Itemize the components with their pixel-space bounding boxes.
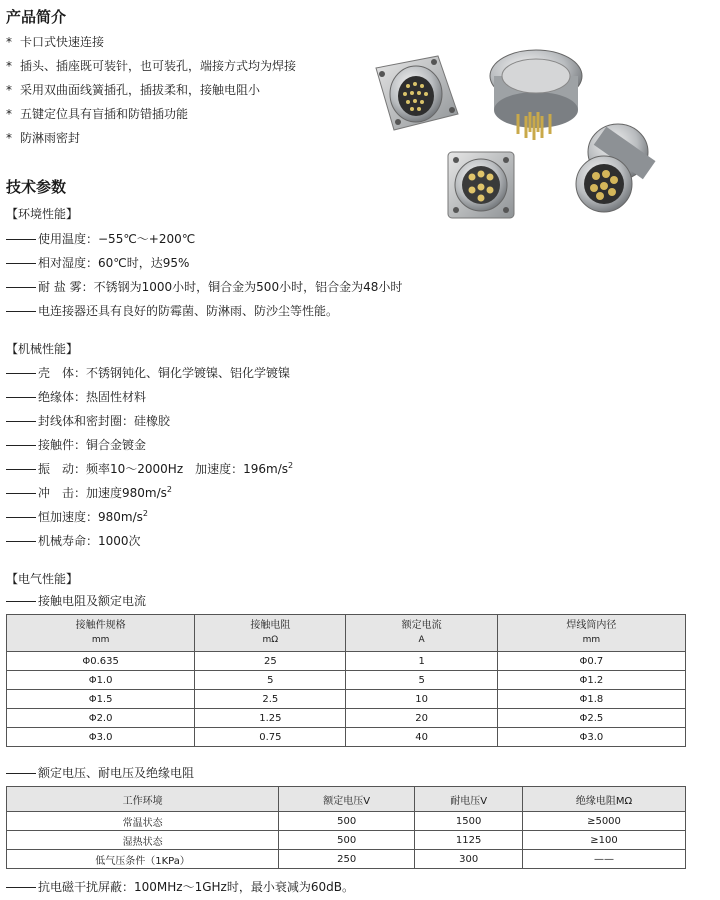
list-item: * 采用双曲面线簧插孔，插拔柔和，接触电阻小 (6, 83, 261, 97)
mech-item: 冲 击：加速度$980m/s^2$ (6, 484, 172, 501)
environment-heading: 【环境性能】 (6, 207, 79, 221)
square-flange-connector-icon (376, 56, 458, 130)
table-header: 额定电流 A (346, 615, 497, 652)
contact-resistance-table (6, 614, 686, 747)
list-item: * 插头、插座既可装针，也可装孔，端接方式均为焊接 (6, 59, 297, 73)
list-item: * 防淋雨密封 (6, 131, 81, 145)
square-small-connector-icon (448, 152, 514, 218)
electrical-heading: 【电气性能】 (6, 572, 79, 586)
table-header: 耐电压V (415, 787, 523, 812)
table-row: Φ0.635 25 1 Φ0.7 (7, 652, 686, 671)
mech-item: 封线体和密封圈：硅橡胶 (6, 412, 170, 429)
env-item: 相对湿度：60℃时，达95% (6, 254, 189, 271)
mechanical-heading: 【机械性能】 (6, 342, 79, 356)
electrical-sub1: 接触电阻及额定电流 (6, 592, 146, 609)
list-item: * 五键定位具有盲插和防错插功能 (6, 107, 189, 121)
electrical-sub2: 额定电压、耐电压及绝缘电阻 (6, 764, 194, 781)
table-header: 接触电阻 mΩ (195, 615, 346, 652)
env-item: 耐 盐 雾：不锈钢为1000小时，铜合金为500小时，铝合金为48小时 (6, 278, 402, 295)
table-header: 接触件规格 mm (7, 615, 195, 652)
table-row: Φ1.5 2.5 10 Φ1.8 (7, 690, 686, 709)
tech-title: 技术参数 (6, 178, 67, 196)
table-row: Φ3.0 0.75 40 Φ3.0 (7, 728, 686, 747)
env-item: 使用温度：−55℃～+200℃ (6, 230, 195, 247)
round-plug-connector-icon (576, 124, 656, 212)
table-row: 湿热状态 500 1125 ≥100 (7, 831, 686, 850)
env-item: 电连接器还具有良好的防霉菌、防淋雨、防沙尘等性能。 (6, 302, 338, 319)
product-photos (368, 34, 668, 234)
table-header: 额定电压V (279, 787, 415, 812)
mech-item: 壳 体：不锈钢钝化、铜化学镀镍、铝化学镀镍 (6, 364, 290, 381)
table-row: Φ1.0 5 5 Φ1.2 (7, 671, 686, 690)
feature-list (6, 34, 296, 154)
intro-title: 产品简介 (6, 8, 67, 26)
table-header: 绝缘电阻MΩ (522, 787, 685, 812)
round-receptacle-connector-icon (490, 50, 582, 140)
emi-note: 抗电磁干扰屏蔽：100MHz～1GHz时，最小衰减为60dB。 (6, 878, 354, 895)
mech-item: 恒加速度：$980m/s^2$ (6, 508, 148, 525)
mech-item: 接触件：铜合金镀金 (6, 436, 146, 453)
mech-item: 绝缘体：热固性材料 (6, 388, 146, 405)
mech-item: 振 动：频率10～2000Hz 加速度：$196m/s^2$ (6, 460, 293, 477)
table-row: 低气压条件（1KPa） 250 300 —— (7, 850, 686, 869)
table-row: 常温状态 500 1500 ≥5000 (7, 812, 686, 831)
list-item: * 卡口式快速连接 (6, 35, 105, 49)
mech-item: 机械寿命：1000次 (6, 532, 141, 549)
table-header: 工作环境 (7, 787, 279, 812)
table-header: 焊线筒内径 mm (497, 615, 685, 652)
voltage-insulation-table (6, 786, 686, 869)
table-row: Φ2.0 1.25 20 Φ2.5 (7, 709, 686, 728)
